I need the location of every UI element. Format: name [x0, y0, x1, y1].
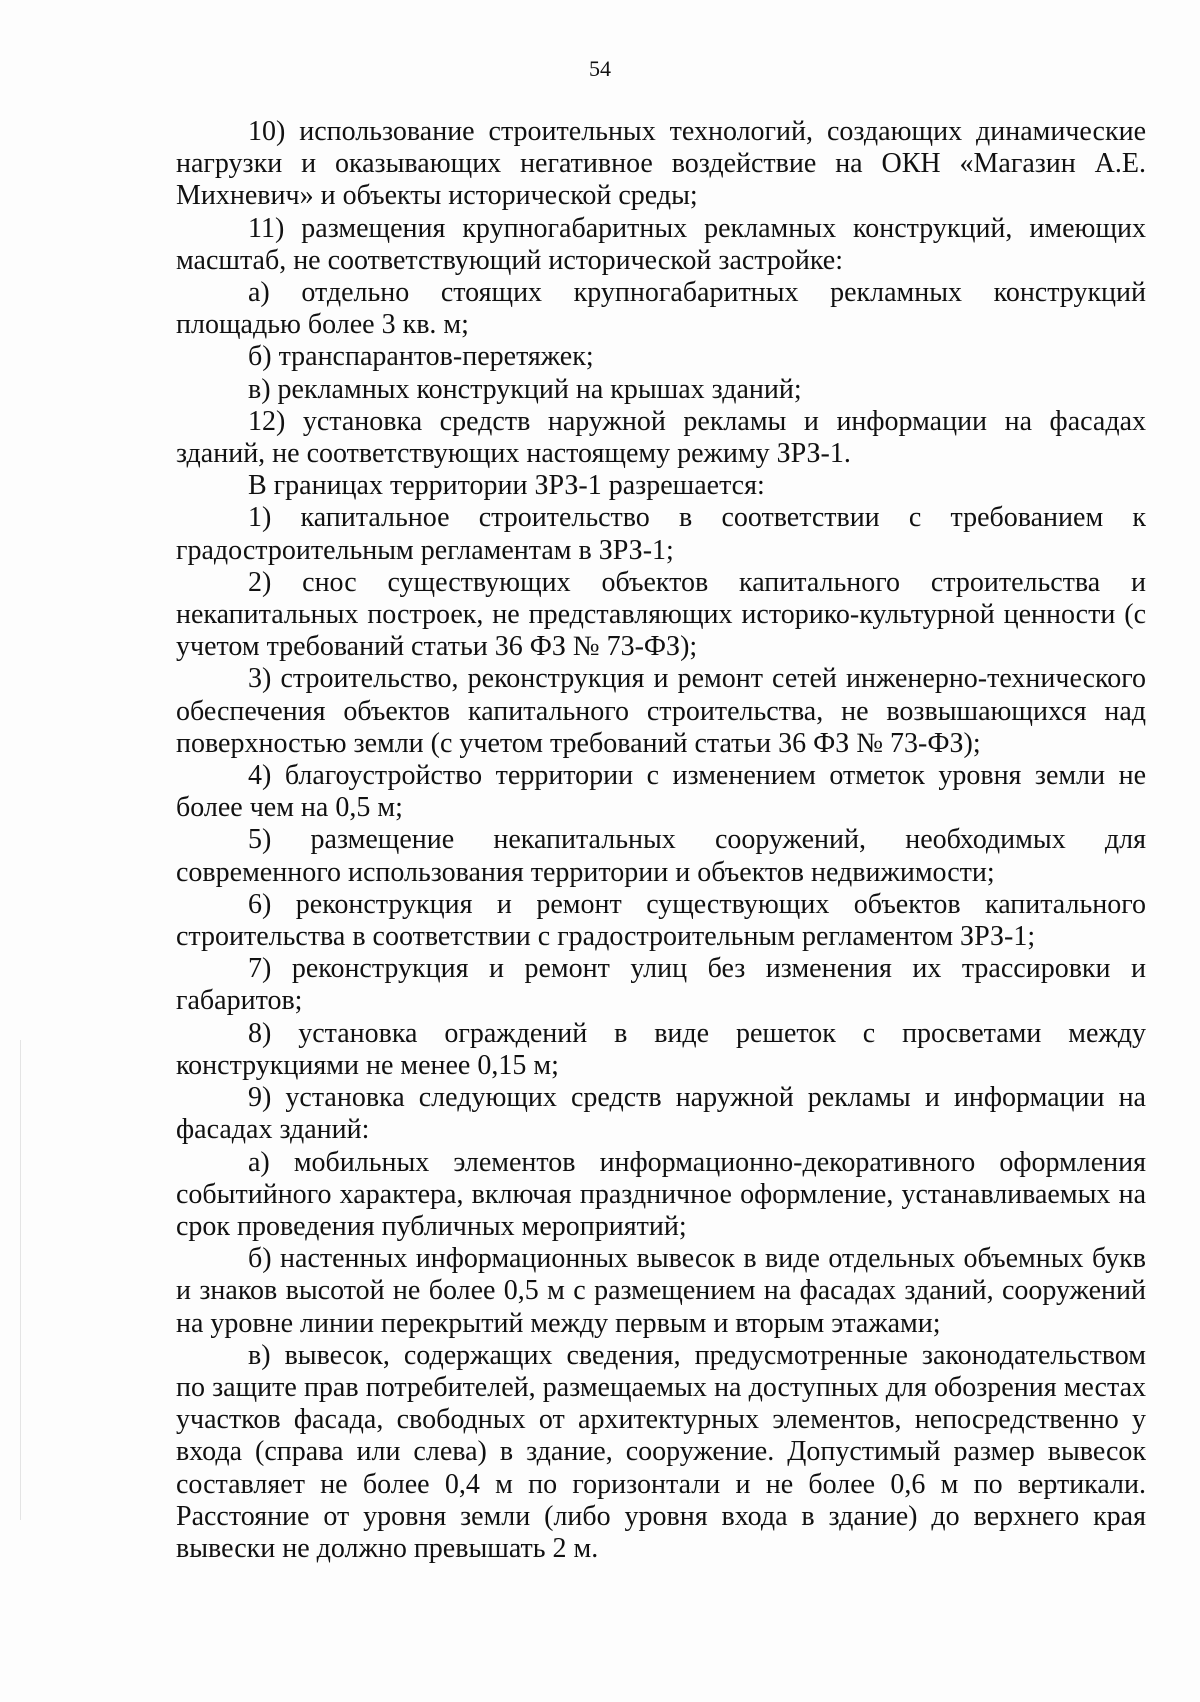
- paragraph-allowed-9: 9) установка следующих средств наружной рекламы и информации на фасадах зданий:: [176, 1082, 1146, 1146]
- paragraph-allowed-2: 2) снос существующих объектов капитального строительства и некапитальных построек, не представляющих историко-культурной ценности (с учетом требований статьи 36 ФЗ № 73-ФЗ);: [176, 566, 1146, 663]
- paragraph-item-12: 12) установка средств наружной рекламы и информации на фасадах зданий, не соответствующих настоящему режиму ЗРЗ-1.: [176, 405, 1146, 470]
- paragraph-allowed-heading: В границах территории ЗРЗ-1 разрешается:: [248, 470, 765, 502]
- paragraph-item-10: 10) использование строительных технологий, создающих динамические нагрузки и оказывающих негативное воздействие на ОКН «Магазин А.Е. Михневич» и объекты исторической среды;: [176, 116, 1146, 212]
- paragraph-allowed-6: 6) реконструкция и ремонт существующих объектов капитального строительства в соответствии с градостроительным регламентом ЗРЗ-1;: [176, 888, 1146, 953]
- paragraph-allowed-5: 5) размещение некапитальных сооружений, необходимых для современного использования территории и объектов недвижимости;: [176, 824, 1146, 888]
- paragraph-item-11a: а) отдельно стоящих крупногабаритных рекламных конструкций площадью более 3 кв. м;: [176, 277, 1146, 341]
- scan-edge-mark: [20, 1040, 21, 1520]
- paragraph-allowed-8: 8) установка ограждений в виде решеток с просветами между конструкциями не менее 0,15 м;: [176, 1017, 1146, 1081]
- paragraph-allowed-9a: а) мобильных элементов информационно-декоративного оформления событийного характера, включая праздничное оформление, устанавливаемых на срок проведения публичных мероприятий;: [176, 1146, 1146, 1242]
- document-body: [176, 116, 1146, 1565]
- paragraph-allowed-9c: в) вывесок, содержащих сведения, предусмотренные законодательством по защите прав потребителей, размещаемых на доступных для обозрения местах участков фасада, свободных от архитектурных элементов, непосредственно у входа (справа или слева) в здание, сооружение. Допустимый размер вывесок составляет не более 0,4 м по горизонтали и не более 0,6 м по вертикали. Расстояние от уровня земли (либо уровня входа в здание) до верхнего края вывески не должно превышать 2 м.: [176, 1339, 1146, 1564]
- paragraph-item-11: 11) размещения крупногабаритных рекламных конструкций, имеющих масштаб, не соответствующий исторической застройке:: [176, 212, 1146, 276]
- paragraph-item-11c: в) рекламных конструкций на крышах зданий;: [248, 373, 802, 405]
- page-number: 54: [589, 56, 611, 81]
- paragraph-allowed-1: 1) капитальное строительство в соответствии с требованием к градостроительным регламентам в ЗРЗ-1;: [176, 502, 1146, 566]
- paragraph-item-11b: б) транспарантов-перетяжек;: [248, 341, 594, 373]
- paragraph-allowed-9b: б) настенных информационных вывесок в виде отдельных объемных букв и знаков высотой не более 0,5 м с размещением на фасадах зданий, сооружений на уровне линии перекрытий между первым и вторым этажами;: [176, 1243, 1146, 1339]
- paragraph-allowed-4: 4) благоустройство территории с изменением отметок уровня земли не более чем на 0,5 м;: [176, 760, 1146, 824]
- paragraph-allowed-7: 7) реконструкция и ремонт улиц без изменения их трассировки и габаритов;: [176, 953, 1146, 1017]
- paragraph-allowed-3: 3) строительство, реконструкция и ремонт сетей инженерно-технического обеспечения объектов капитального строительства, не возвышающихся над поверхностью земли (с учетом требований статьи 36 ФЗ № 73-ФЗ);: [176, 663, 1146, 759]
